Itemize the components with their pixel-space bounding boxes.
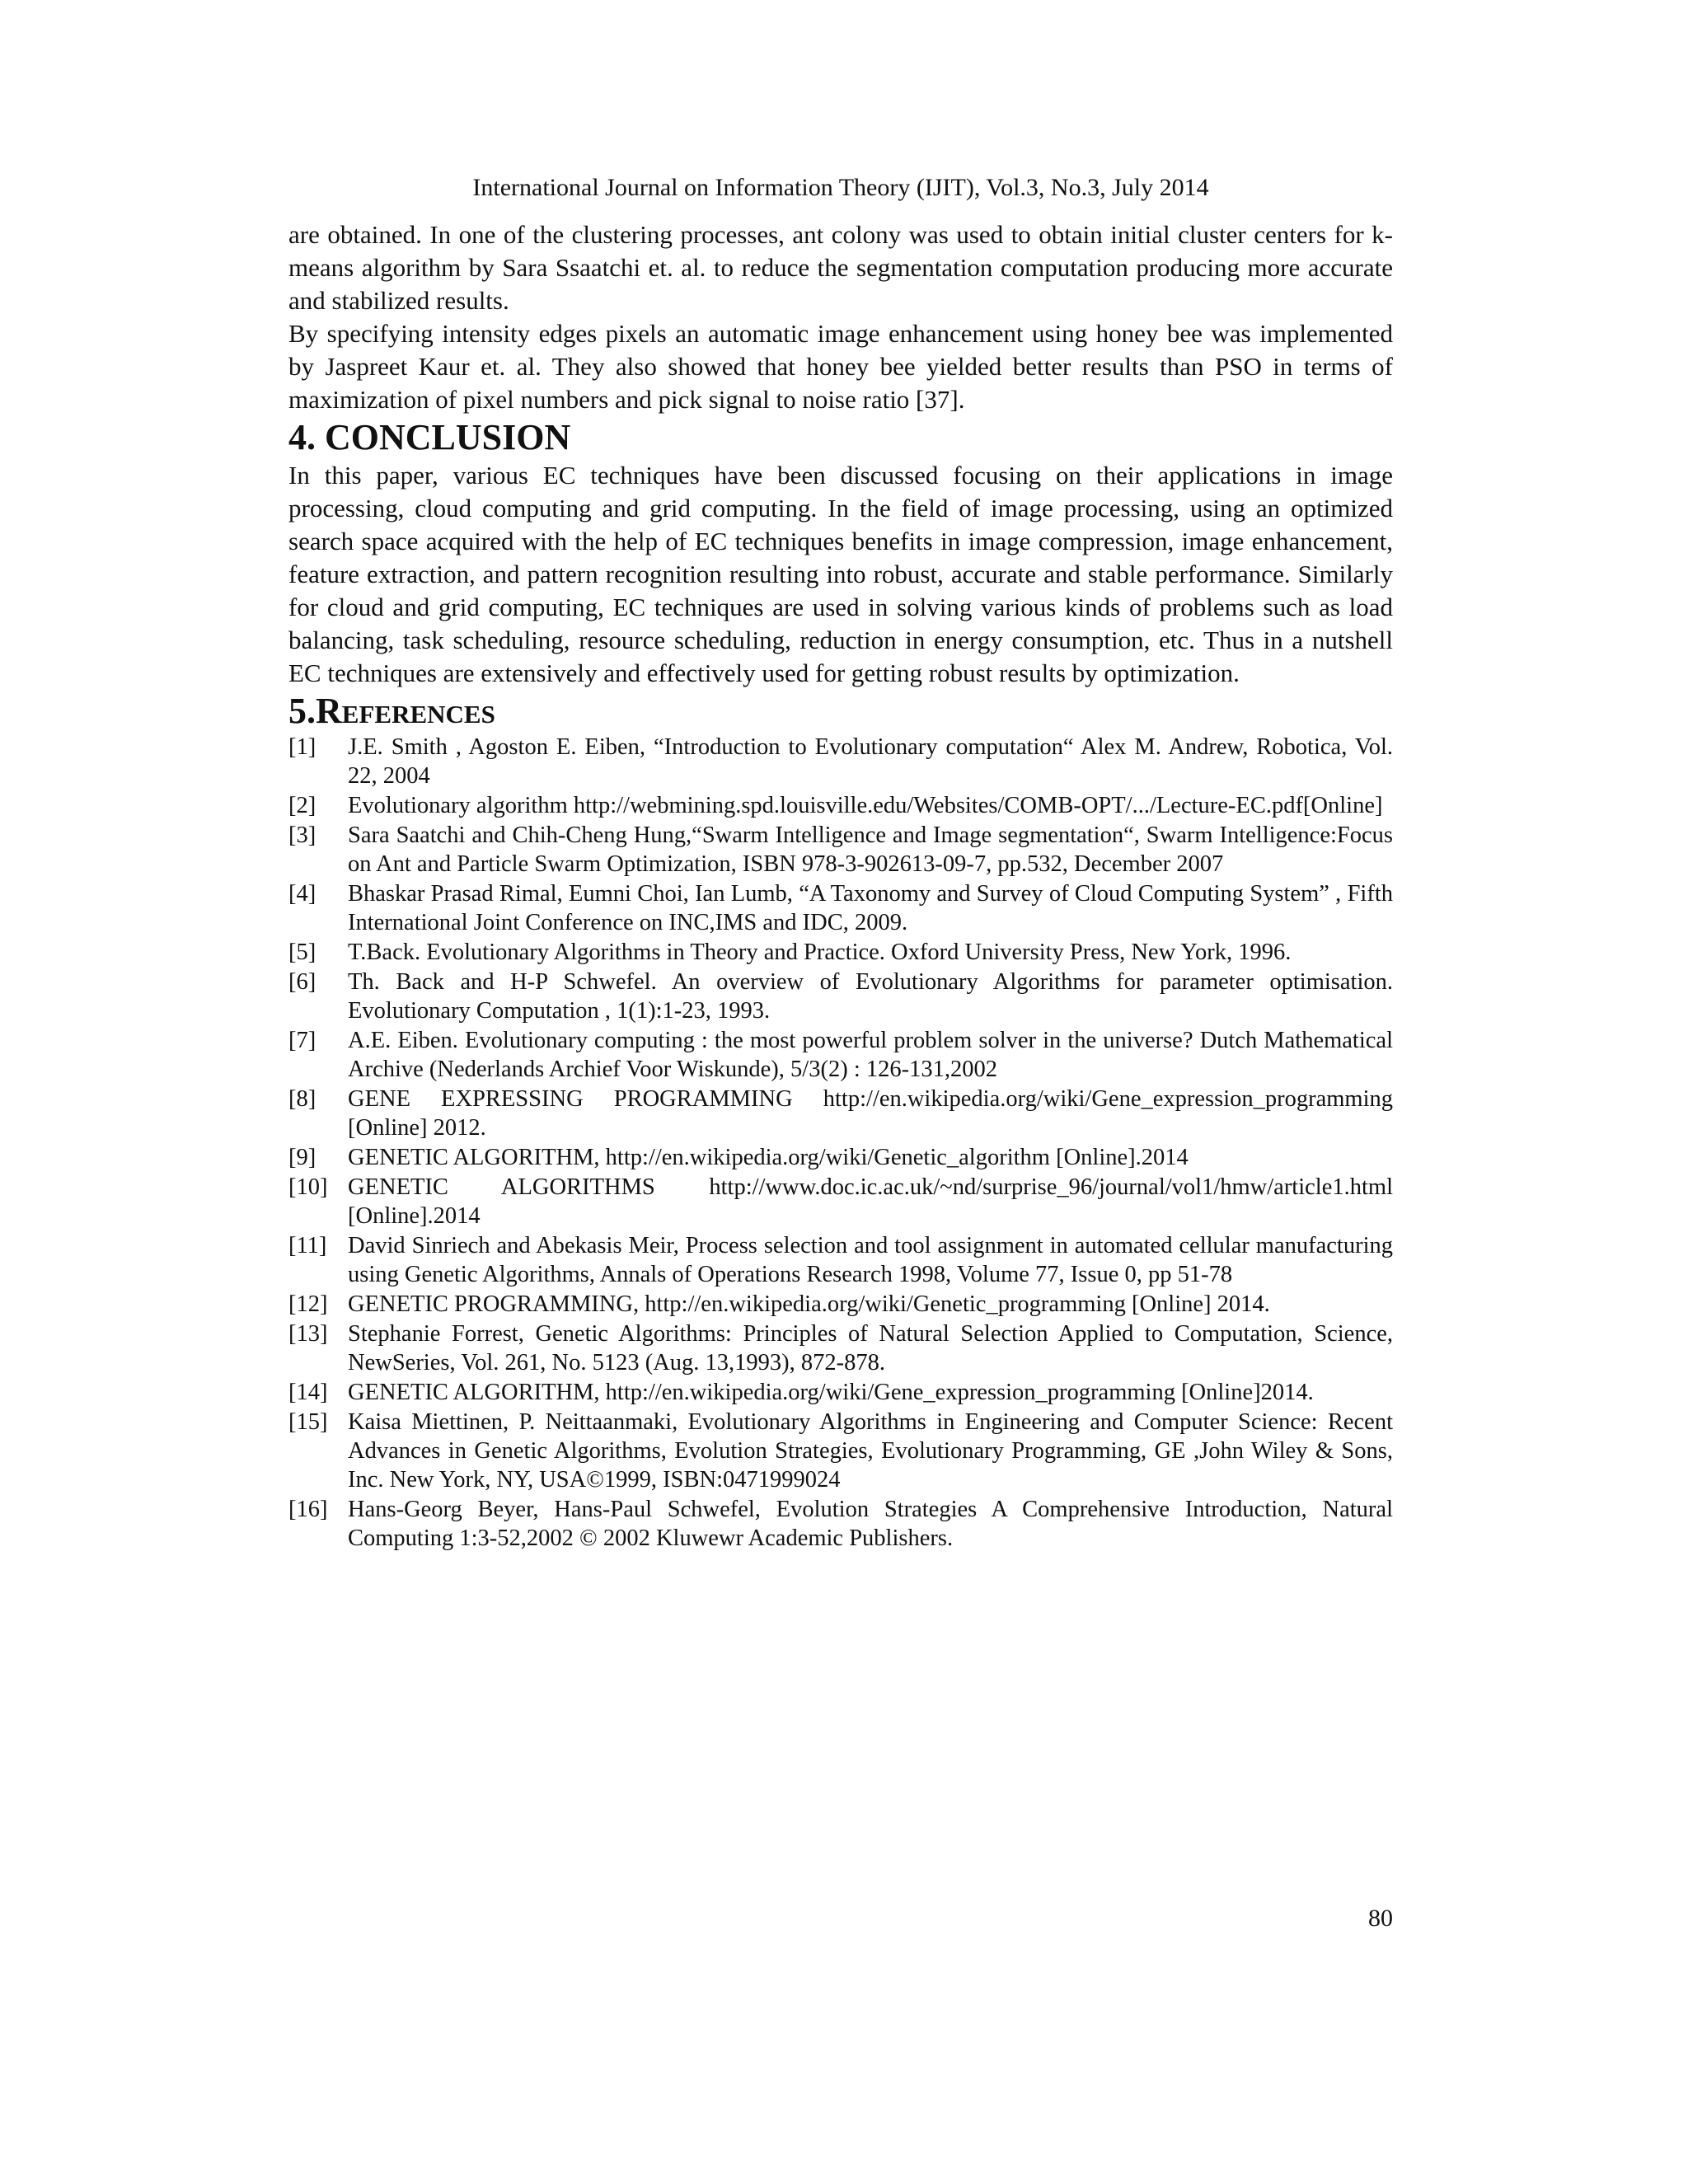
reference-text: David Sinriech and Abekasis Meir, Process selection and tool assignment in automated cellular manufacturing using Genetic Algorithms, Annals of Operations Research 1998, Volume 77, Issue 0, pp 51-78 [348, 1233, 1393, 1287]
reference-number: [9] [288, 1145, 316, 1170]
reference-text: GENETIC ALGORITHM, http://en.wikipedia.org/wiki/Genetic_algorithm [Online].2014 [348, 1145, 1189, 1170]
reference-text: GENE EXPRESSING PROGRAMMING http://en.wikipedia.org/wiki/Gene_expression_programming [Online] 2012. [348, 1086, 1393, 1141]
reference-number: [8] [288, 1086, 316, 1112]
reference-item [288, 938, 1393, 967]
reference-number: [16] [288, 1497, 328, 1522]
reference-text: Hans-Georg Beyer, Hans-Paul Schwefel, Evolution Strategies A Comprehensive Introduction, Natural Computing 1:3-52,2002 © 2002 Kluwewr Academic Publishers. [348, 1497, 1393, 1551]
reference-text: A.E. Eiben. Evolutionary computing : the most powerful problem solver in the universe? Dutch Mathematical Archive (Nederlands Archief Voor Wiskunde), 5/3(2) : 126-131,2002 [348, 1028, 1393, 1082]
reference-text: Th. Back and H-P Schwefel. An overview of Evolutionary Algorithms for parameter optimisation. Evolutionary Computation , 1(1):1-23, 1993. [348, 969, 1393, 1024]
reference-text: GENETIC ALGORITHM, http://en.wikipedia.org/wiki/Gene_expression_programming [Online]2014. [348, 1380, 1314, 1405]
reference-number: [1] [288, 734, 316, 760]
reference-item [288, 1290, 1393, 1319]
running-header: International Journal on Information Theory (IJIT), Vol.3, No.3, July 2014 [472, 174, 1209, 201]
conclusion-paragraph: In this paper, various EC techniques have been discussed focusing on their applications in image processing, cloud computing and grid computing. In the field of image processing, using an optimized search space acquired with the help of EC techniques benefits in image compression, image enhancement, feature extraction, and pattern recognition resulting into robust, accurate and stable performance. Similarly for cloud and grid computing, EC techniques are used in solving various kinds of problems such as load balancing, task scheduling, resource scheduling, reduction in energy consumption, etc. Thus in a nutshell EC techniques are extensively and effectively used for getting robust results by optimization. [288, 461, 1393, 687]
body-paragraph-honey-bee: By specifying intensity edges pixels an automatic image enhancement using honey bee was implemented by Jaspreet Kaur et. al. They also showed that honey bee yielded better results than PSO in terms of maximization of pixel numbers and pick signal to noise ratio [37]. [288, 319, 1393, 414]
reference-item [288, 1495, 1393, 1553]
reference-text: Sara Saatchi and Chih-Cheng Hung,“Swarm Intelligence and Image segmentation“, Swarm Intelligence:Focus on Ant and Particle Swarm Optimization, ISBN 978-3-902613-09-7, pp.532, December 2007 [348, 823, 1393, 877]
reference-text: T.Back. Evolutionary Algorithms in Theory and Practice. Oxford University Press, New York, 1996. [348, 940, 1292, 965]
reference-item [288, 1319, 1393, 1377]
reference-item [288, 733, 1393, 790]
reference-text: Stephanie Forrest, Genetic Algorithms: Principles of Natural Selection Applied to Computation, Science, NewSeries, Vol. 261, No. 5123 (Aug. 13,1993), 872-878. [348, 1321, 1393, 1376]
reference-item [288, 1026, 1393, 1084]
page-number: 80 [1368, 1905, 1393, 1932]
reference-text: Evolutionary algorithm http://webmining.spd.louisville.edu/Websites/COMB-OPT/.../Lecture-EC.pdf[Online] [348, 793, 1383, 818]
references-heading-number: 5. [288, 691, 316, 731]
reference-number: [15] [288, 1409, 328, 1435]
body-paragraph-clustering: are obtained. In one of the clustering processes, ant colony was used to obtain initial cluster centers for k-means algorithm by Sara Ssaatchi et. al. to reduce the segmentation computation producing more accurate and stabilized results. [288, 220, 1393, 315]
reference-list [288, 733, 1393, 1553]
conclusion-heading: 4. CONCLUSION [288, 417, 571, 457]
reference-number: [4] [288, 881, 316, 907]
reference-item [288, 821, 1393, 879]
reference-item [288, 968, 1393, 1025]
reference-number: [2] [288, 793, 316, 818]
reference-text: GENETIC ALGORITHMS http://www.doc.ic.ac.uk/~nd/surprise_96/journal/vol1/hmw/article1.html [Online].2014 [348, 1174, 1393, 1229]
reference-number: [13] [288, 1321, 328, 1347]
references-heading [288, 690, 1393, 733]
reference-number: [3] [288, 823, 316, 848]
reference-item [288, 1085, 1393, 1142]
reference-item [288, 1231, 1393, 1289]
reference-text: Kaisa Miettinen, P. Neittaanmaki, Evolutionary Algorithms in Engineering and Computer Science: Recent Advances in Genetic Algorithms, Evolution Strategies, Evolutionary Programming, GE ,John Wiley & Sons, Inc. New York, NY, USA©1999, ISBN:0471999024 [348, 1409, 1393, 1493]
reference-text: GENETIC PROGRAMMING, http://en.wikipedia.org/wiki/Genetic_programming [Online] 2014. [348, 1291, 1270, 1317]
reference-text: Bhaskar Prasad Rimal, Eumni Choi, Ian Lumb, “A Taxonomy and Survey of Cloud Computing System” , Fifth International Joint Conference on INC,IMS and IDC, 2009. [348, 881, 1393, 935]
reference-number: [6] [288, 969, 316, 995]
references-heading-text: References [316, 691, 495, 731]
reference-number: [10] [288, 1174, 328, 1200]
reference-number: [14] [288, 1380, 328, 1405]
reference-number: [11] [288, 1233, 327, 1258]
reference-number: [12] [288, 1291, 328, 1317]
reference-text: J.E. Smith , Agoston E. Eiben, “Introduction to Evolutionary computation“ Alex M. Andrew, Robotica, Vol. 22, 2004 [348, 734, 1393, 789]
reference-item [288, 1378, 1393, 1407]
reference-item [288, 879, 1393, 937]
reference-number: [7] [288, 1028, 316, 1053]
page-content [288, 218, 1393, 1554]
reference-item [288, 791, 1393, 820]
reference-number: [5] [288, 940, 316, 965]
reference-item [288, 1173, 1393, 1230]
reference-item [288, 1143, 1393, 1172]
reference-item [288, 1408, 1393, 1494]
